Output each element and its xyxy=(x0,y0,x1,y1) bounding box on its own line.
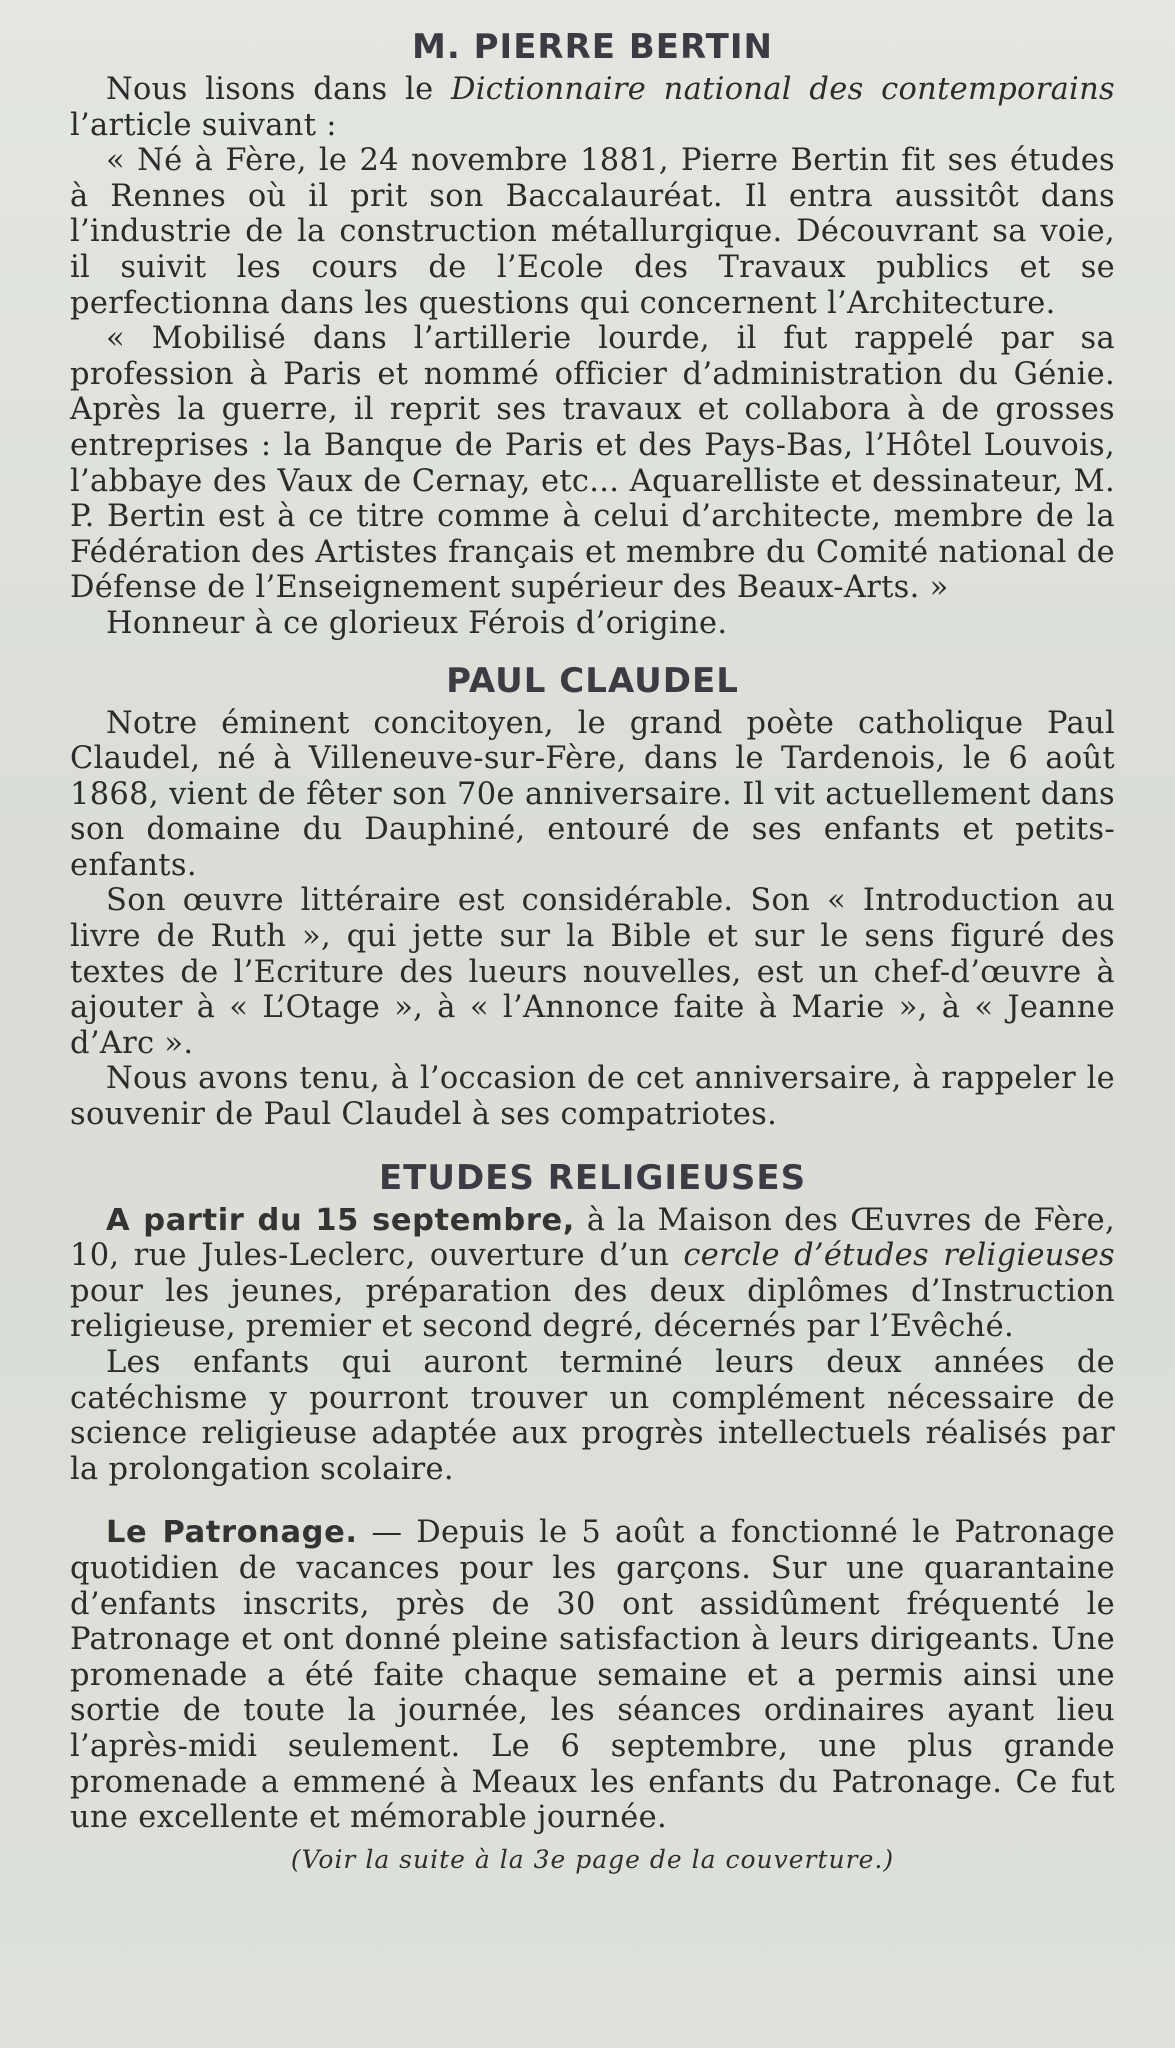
paragraph-claudel-remembrance: Nous avons tenu, à l’occasion de cet anniversaire, à rappeler le souvenir de Paul Claudel à ses compatriotes. xyxy=(70,1061,1115,1133)
paragraph-claudel-works: Son œuvre littéraire est considérable. Son « Introduction au livre de Ruth », qui jette sur la Bible et sur le sens figuré des textes de l’Ecriture des lueurs nouvelles, est un chef-d’œuvre à ajouter à « L’Otage », à « l’Annonce faite à Marie », à « Jeanne d’Arc ». xyxy=(70,883,1115,1061)
patronage-text: — Depuis le 5 août a fonctionné le Patronage quotidien de vacances pour les garçons. Sur une quarantaine d’enfants inscrits, près de 30 ont assidûment fréquenté le Patronage et ont donné pleine satisfaction à leurs dirigeants. Une promenade a été faite chaque semaine et a permis ainsi une sortie de toute la journée, les séances ordinaires ayant lieu l’après-midi seulement. Le 6 septembre, une plus grande promenade a emmené à Meaux les enfants du Patronage. Ce fut une excellente et mémorable journée. xyxy=(70,1515,1116,1836)
paragraph-bertin-career: « Mobilisé dans l’artillerie lourde, il fut rappelé par sa profession à Paris et nommé officier d’administration du Génie. Après la guerre, il reprit ses travaux et collabora à de grosses entreprises : la Banque de Paris et des Pays-Bas, l’Hôtel Louvois, l’abbaye des Vaux de Cernay, etc... Aquarelliste et dessinateur, M. P. Bertin est à ce titre comme à celui d’architecte, membre de la Fédération des Artistes français et membre du Comité national de Défense de l’Enseignement supérieur des Beaux-Arts. » xyxy=(70,321,1115,606)
paragraph-bertin-biography: « Né à Fère, le 24 novembre 1881, Pierre Bertin fit ses études à Rennes où il prit son Baccalauréat. Il entra aussitôt dans l’industrie de la construction métallurgique. Découvrant sa voie, il suivit les cours de l’Ecole des Travaux publics et se perfectionna dans les questions qui concernent l’Architecture. xyxy=(70,143,1115,321)
study-circle-text-a: à la Maison des Œuvres de Fère, 10, rue Jules-Leclerc, ouverture d’un xyxy=(70,1202,1115,1274)
heading-pierre-bertin: M. PIERRE BERTIN xyxy=(412,27,773,67)
paragraph-intro xyxy=(70,72,1115,143)
heading-etudes-religieuses: ETUDES RELIGIEUSES xyxy=(378,1157,807,1198)
paragraph-bertin-honour: Honneur à ce glorieux Férois d’origine. xyxy=(106,605,728,641)
study-circle-date: A partir du 15 septembre, xyxy=(106,1202,575,1238)
paragraph-catechism: Les enfants qui auront terminé leurs deux années de catéchisme y pourront trouver un complément nécessaire de science religieuse adaptée aux progrès intellectuels réalisés par la prolongation scolaire. xyxy=(70,1345,1115,1487)
study-circle-text-b: pour les jeunes, préparation des deux diplômes d’Instruction religieuse, premier et second degré, décernés par l’Evêché. xyxy=(70,1273,1115,1345)
continuation-note: (Voir la suite à la 3e page de la couverture.) xyxy=(290,1844,895,1874)
heading-paul-claudel: PAUL CLAUDEL xyxy=(446,660,739,701)
intro-text-b: l’article suivant : xyxy=(70,107,337,143)
paragraph-claudel-anniversary: Notre éminent concitoyen, le grand poète catholique Paul Claudel, né à Villeneuve-sur-Fère, dans le Tardenois, le 6 août 1868, vient de fêter son 70e anniversaire. Il vit actuellement dans son domaine du Dauphiné, entouré de ses enfants et petits-enfants. xyxy=(70,705,1115,883)
paragraph-patronage xyxy=(70,1515,1115,1835)
intro-text-a: Nous lisons dans le xyxy=(106,72,451,107)
patronage-lead: Le Patronage. xyxy=(106,1515,358,1551)
paragraph-study-circle xyxy=(70,1203,1115,1345)
dictionary-title: Dictionnaire national des contemporains xyxy=(451,72,1116,107)
study-circle-name: cercle d’études religieuses xyxy=(683,1238,1115,1274)
